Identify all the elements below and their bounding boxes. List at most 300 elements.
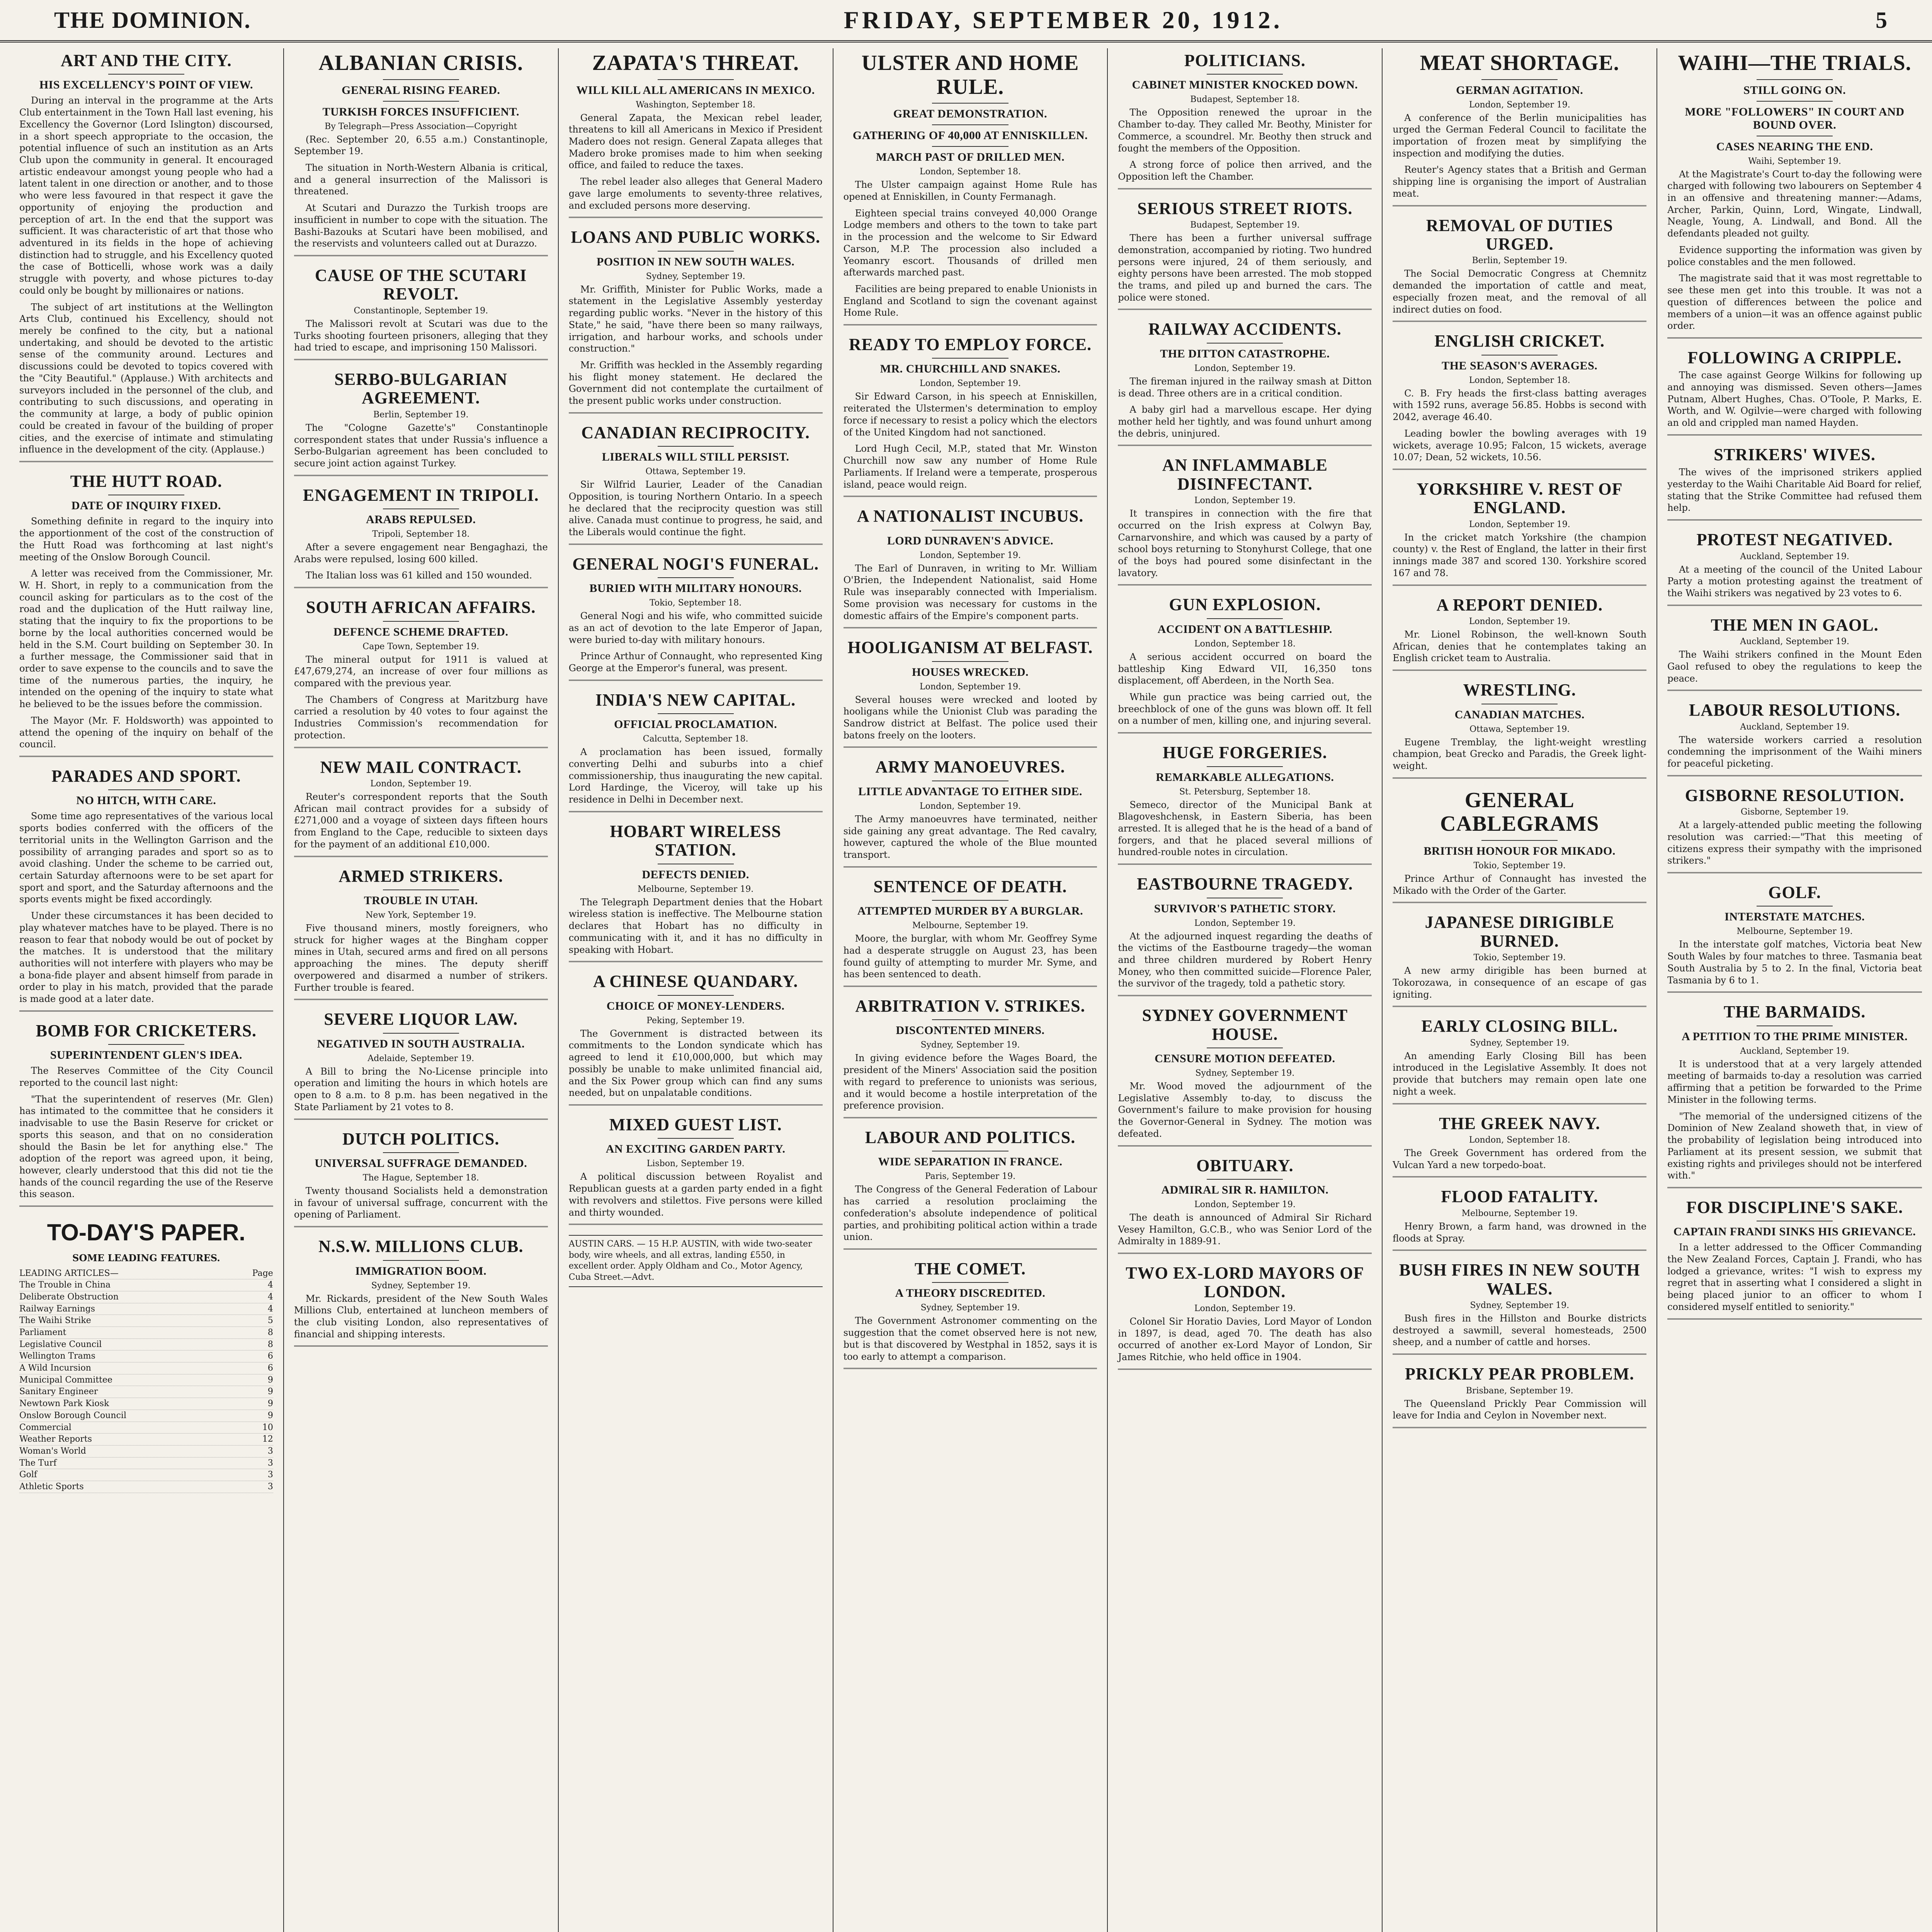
article-headline: SERIOUS STREET RIOTS. xyxy=(1137,199,1353,218)
advertisement: AUSTIN CARS. — 15 H.P. AUSTIN, with wide two-seater body, wire wheels, and all extras, landing £550, in excellent order. Apply Oldham and Co., Motor Agency, Cuba Street.—Advt. xyxy=(569,1235,823,1287)
article-paragraph: The Reserves Committee of the City Council reported to the council last night: xyxy=(19,1065,273,1088)
article-separator xyxy=(1667,872,1922,873)
index-row xyxy=(19,1446,273,1458)
index-row xyxy=(19,1458,273,1469)
article-separator xyxy=(294,1345,548,1347)
divider xyxy=(108,789,184,790)
article-subheadline: LORD DUNRAVEN'S ADVICE. xyxy=(887,534,1054,547)
article-dateline: Melbourne, September 19. xyxy=(1461,1208,1578,1218)
article-dateline: Auckland, September 19. xyxy=(1740,1046,1849,1056)
article-dateline: Melbourne, September 19. xyxy=(638,884,754,894)
article xyxy=(1393,596,1646,671)
index-item-page: 4 xyxy=(267,1280,273,1290)
article-dateline: Constantinople, September 19. xyxy=(354,306,488,316)
article-paragraph: The Government Astronomer commenting on the suggestion that the comet observed here is not new, but is that discovered by Westphal in 1852, says it is too early to attempt a comparison. xyxy=(843,1315,1097,1362)
masthead-date: FRIDAY, SEPTEMBER 20, 1912. xyxy=(844,6,1283,34)
article-dateline: London, September 19. xyxy=(1194,918,1296,928)
article xyxy=(569,51,823,218)
article-paragraph: The Chambers of Congress at Maritzburg have carried a resolution by 40 votes to four against the Industries Commission's recommendation for protection. xyxy=(294,694,548,741)
article-separator xyxy=(844,1248,1097,1250)
article-subheadline: HIS EXCELLENCY'S POINT OF VIEW. xyxy=(39,78,253,92)
article xyxy=(569,1116,823,1225)
article-paragraph: The Army manoeuvres have terminated, neither side gaining any great advantage. The Red cavalry, however, captured the whole of the Blue mounted transport. xyxy=(843,813,1097,861)
article-headline: ART AND THE CITY. xyxy=(61,51,232,70)
article-dateline: New York, September 19. xyxy=(366,910,476,920)
article-dateline: Sydney, September 19. xyxy=(1195,1068,1295,1078)
article-separator xyxy=(294,359,548,360)
article-separator xyxy=(844,324,1097,325)
article-separator xyxy=(844,1368,1097,1369)
article-subheadline: BURIED WITH MILITARY HONOURS. xyxy=(589,582,802,595)
article-headline: DUTCH POLITICS. xyxy=(342,1129,500,1148)
article-subheadline: GREAT DEMONSTRATION. xyxy=(893,107,1048,121)
article xyxy=(19,51,273,462)
article-separator xyxy=(1118,732,1372,733)
article-headline: A NATIONALIST INCUBUS. xyxy=(857,507,1084,526)
index-row xyxy=(19,1398,273,1410)
index-item-page: 9 xyxy=(267,1375,273,1385)
divider xyxy=(658,577,734,578)
divider xyxy=(932,146,1008,147)
article-paragraph: It transpires in connection with the fire that occurred on the Irish express at Colwyn Bay, Carnarvonshire, and which was caused by a party of school boys returning to Stonyhurst College, that one of the boys had poured some disinfectant in the lavatory. xyxy=(1118,508,1372,578)
article-paragraph: General Zapata, the Mexican rebel leader, threatens to kill all Americans in Mexico if President Madero does not resign. General Zapata alleges that Madero broke promises made to him when seeking office, and failed to reduce the taxes. xyxy=(568,112,823,171)
article-dateline: London, September 19. xyxy=(1194,496,1296,506)
article-subheadline: HOUSES WRECKED. xyxy=(912,665,1029,679)
article-paragraph: Sir Wilfrid Laurier, Leader of the Canadian Opposition, is touring Northern Ontario. In a speech he declared that the reciprocity question was still alive. Canada must continue to progress, he said, and the Liberals would continue the fight. xyxy=(568,479,823,538)
article xyxy=(569,972,823,1105)
index-row xyxy=(19,1410,273,1422)
article-separator xyxy=(294,1119,548,1120)
article-paragraph: The subject of art institutions at the Wellington Arts Club, continued his Excellency, should not merely be confined to the city, but a national undertaking, and should be devoted to the artistic sense of the community around. Lectures and discussions could be devoted to topics covered with the "City Beautiful." (Applause.) With architects and surveyors included in the personnel of the club, and contributing to such discussions, and operating in the community at large, a body of public opinion could be created in favour of the building of proper cities, and the exercise of intimate and stimulating influence in the development of the city. (Applause.) xyxy=(19,301,273,455)
article-subheadline: STILL GOING ON. xyxy=(1743,83,1846,97)
article-paragraph: The Telegraph Department denies that the Hobart wireless station is ineffective. The Melbourne station declares that Hobart has no difficulty in communicating with it, and it has no difficulty in speaking with Hobart. xyxy=(568,896,823,955)
article-separator xyxy=(569,811,823,812)
todays-paper-index xyxy=(19,1217,273,1493)
article-separator xyxy=(1393,469,1646,470)
article-separator xyxy=(844,627,1097,628)
article-paragraph: Under these circumstances it has been decided to play whatever matches have to be played. There is no reason to fear that nobody would be out of pocket by the matches. It is understood that the military authorities will not interfere with players who may be a bona-fide player and absent himself from parade in order to play in his match, provided that the parade is made good at a later date. xyxy=(19,910,273,1005)
article-headline: RAILWAY ACCIDENTS. xyxy=(1148,320,1342,339)
article-dateline: Tripoli, September 18. xyxy=(372,529,470,539)
index-item-page: 3 xyxy=(267,1470,273,1480)
article-dateline: Adelaide, September 19. xyxy=(367,1053,474,1063)
column-5 xyxy=(1108,48,1383,1932)
index-row xyxy=(19,1362,273,1374)
article xyxy=(1118,199,1372,310)
article-dateline: London, September 19. xyxy=(1469,519,1570,529)
article-headline: GOLF. xyxy=(1768,883,1821,902)
article-paragraph: Prince Arthur of Connaught, who represented King George at the Emperor's funeral, was present. xyxy=(568,651,823,674)
article xyxy=(844,1128,1097,1250)
index-row xyxy=(19,1434,273,1446)
index-row xyxy=(19,1350,273,1362)
article-dateline: Brisbane, September 19. xyxy=(1466,1386,1573,1396)
index-row xyxy=(19,1303,273,1315)
article-dateline: London, September 19. xyxy=(370,779,472,789)
article-headline: MEAT SHORTAGE. xyxy=(1420,51,1619,75)
index-row xyxy=(19,1291,273,1303)
index-row xyxy=(19,1315,273,1327)
article xyxy=(569,822,823,962)
divider xyxy=(383,101,459,102)
article xyxy=(294,758,548,857)
article-separator xyxy=(294,475,548,476)
article-paragraph: General Nogi and his wife, who committed suicide as an act of devotion to the late Emperor of Japan, were buried to-day with military honours. xyxy=(568,611,823,645)
article-headline: SERBO-BULGARIAN AGREEMENT. xyxy=(334,370,508,408)
article-headline: SOUTH AFRICAN AFFAIRS. xyxy=(306,598,536,617)
article xyxy=(294,598,548,748)
index-row xyxy=(19,1339,273,1351)
article-subheadline: UNIVERSAL SUFFRAGE DEMANDED. xyxy=(315,1156,527,1170)
article-dateline: Melbourne, September 19. xyxy=(912,921,1029,931)
index-header-label: LEADING ARTICLES— xyxy=(19,1268,119,1278)
article-paragraph: At the Magistrate's Court to-day the following were charged with following two labourers on September 4 in an offensive and threatening manner:—Adams, Archer, Parkin, Quinn, Lord, Wingate, Lindwall, Neagle, Young, A. Lindwall, and Bond. All the defendants pleaded not guilty. xyxy=(1667,168,1922,239)
divider xyxy=(383,1260,459,1261)
article-paragraph: Facilities are being prepared to enable Unionists in England and Scotland to sign the covenant against Home Rule. xyxy=(843,283,1097,318)
page-number: 5 xyxy=(1876,7,1887,33)
article-subheadline: GATHERING OF 40,000 AT ENNISKILLEN. xyxy=(852,129,1088,142)
article-dateline: By Telegraph—Press Association—Copyright xyxy=(325,121,517,131)
article-separator xyxy=(569,1104,823,1105)
article xyxy=(1667,1198,1922,1320)
index-row xyxy=(19,1374,273,1386)
article-dateline: Sydney, September 19. xyxy=(920,1303,1020,1313)
article-separator xyxy=(1393,1354,1646,1355)
article-paragraph: Some time ago representatives of the various local sports bodies conferred with the officers of the territorial units in the Wellington Garrison and the possibility of arranging parades and sport so as to avoid clashing. Under the scheme to be carried out, certain Saturday afternoons were to be set apart for sport and sport, and the Saturday afternoons and the sports events might be fixed accordingly. xyxy=(19,811,273,905)
article-dateline: Peking, September 19. xyxy=(646,1015,745,1026)
article-separator xyxy=(569,544,823,545)
article-headline: LABOUR RESOLUTIONS. xyxy=(1689,701,1901,720)
article xyxy=(844,1260,1097,1369)
article-subheadline: A PETITION TO THE PRIME MINISTER. xyxy=(1682,1030,1908,1043)
article-subheadline: NEGATIVED IN SOUTH AUSTRALIA. xyxy=(317,1037,525,1050)
article-paragraph: While gun practice was being carried out, the breechblock of one of the guns was blown off. It fell on a number of men, killing one, and injuring several. xyxy=(1118,692,1372,726)
divider xyxy=(932,1019,1008,1020)
divider xyxy=(383,621,459,622)
article-paragraph: The "Cologne Gazette's" Constantinople correspondent states that under Russia's influence a Serbo-Bulgarian agreement has been concluded to secure joint action against Turkey. xyxy=(294,422,548,469)
index-row xyxy=(19,1481,273,1493)
divider xyxy=(932,900,1008,901)
article-separator xyxy=(569,217,823,218)
article-paragraph: An amending Early Closing Bill has been introduced in the Legislative Assembly. It does not provide that butchers may remain open late one night a week. xyxy=(1393,1050,1647,1097)
article-paragraph: "The memorial of the undersigned citizens of the Dominion of New Zealand showeth that, in view of the probability of legislation being introduced into Parliament at its present session, we submit that existing rights and privileges should not be interfered with." xyxy=(1667,1111,1922,1181)
divider xyxy=(658,1138,734,1139)
article xyxy=(569,691,823,812)
article-paragraph: The Queensland Prickly Pear Commission will leave for India and Ceylon in November next. xyxy=(1393,1398,1647,1421)
article-dateline: London, September 18. xyxy=(919,167,1021,177)
index-item-name: Onslow Borough Council xyxy=(19,1410,126,1420)
article-separator xyxy=(844,496,1097,497)
article-separator xyxy=(1393,585,1646,586)
article-separator xyxy=(844,747,1097,748)
article-paragraph: At a largely-attended public meeting the following resolution was carried:—"That this meeting of citizens express their sympathy with the imprisoned strikers." xyxy=(1667,820,1922,866)
article-headline: HOOLIGANISM AT BELFAST. xyxy=(847,638,1093,657)
index-item-name: Railway Earnings xyxy=(19,1304,95,1314)
article-paragraph: The death is announced of Admiral Sir Richard Vesey Hamilton, G.C.B., who was Senior Lord of the Admiralty in 1889-91. xyxy=(1118,1212,1372,1247)
article-headline: NEW MAIL CONTRACT. xyxy=(320,757,522,777)
masthead xyxy=(0,0,1932,43)
article-paragraph: Reuter's correspondent reports that the South African mail contract provides for a subsidy of £271,000 and a voyage of sixteen days fifteen hours from England to the Cape, reducible to sixteen days for the payment of an additional £10,000. xyxy=(294,791,548,850)
article-headline: WAIHI—THE TRIALS. xyxy=(1678,51,1912,75)
article-headline: HOBART WIRELESS STATION. xyxy=(610,821,781,860)
article xyxy=(844,638,1097,748)
article-subheadline: CANADIAN MATCHES. xyxy=(1454,708,1585,721)
divider xyxy=(1207,766,1283,767)
article-paragraph: A conference of the Berlin municipalities has urged the German Federal Council to facilitate the importation of frozen meat by simplifying the inspection and modifying the duties. xyxy=(1393,112,1647,159)
article xyxy=(1118,875,1372,996)
article-paragraph: There has been a further universal suffrage demonstration, accompanied by rioting. Two hundred persons were injured, 24 of them seriously, and eighty persons have been arrested. The mob stopped the trams, and piled up and burned the cars. The police were stoned. xyxy=(1118,233,1372,303)
article-separator xyxy=(844,866,1097,867)
article-dateline: London, September 19. xyxy=(919,550,1021,560)
article-separator xyxy=(1118,864,1372,865)
article-paragraph: In giving evidence before the Wages Board, the president of the Miners' Association said the position with regard to preference to unionists was serious, and it would become a hostile interpretation of the preference provision. xyxy=(843,1053,1097,1111)
article-headline: THE GREEK NAVY. xyxy=(1439,1114,1600,1133)
divider xyxy=(1757,79,1833,80)
article-subheadline: NO HITCH, WITH CARE. xyxy=(76,794,216,807)
article xyxy=(1667,446,1922,520)
article-paragraph: At a meeting of the council of the United Labour Party a motion protesting against the treatment of the Waihi strikers was negatived by 23 votes to 6. xyxy=(1667,564,1922,599)
article-paragraph: A proclamation has been issued, formally converting Delhi and suburbs into a chief commissionership, thus inaugurating the new capital. Lord Hardinge, the Viceroy, will take up his residence in Delhi in December next. xyxy=(568,747,823,805)
article-dateline: London, September 19. xyxy=(1194,1199,1296,1209)
article-dateline: Sydney, September 19. xyxy=(1470,1301,1570,1310)
article-paragraph: Moore, the burglar, with whom Mr. Geoffrey Syme had a desperate struggle on August 23, has been found guilty of attempting to murder Mr. Syme, and has been sentenced to death. xyxy=(843,933,1097,980)
article-subheadline: CASES NEARING THE END. xyxy=(1716,140,1873,153)
article-paragraph: Lord Hugh Cecil, M.P., stated that Mr. Winston Churchill now saw any number of Home Rule Parliaments. If Ireland were a temperate, prosperous island, peace would reign. xyxy=(843,443,1097,490)
article-subheadline: TURKISH FORCES INSUFFICIENT. xyxy=(322,105,519,118)
divider xyxy=(383,1033,459,1034)
article xyxy=(294,1130,548,1228)
article-headline: CAUSE OF THE SCUTARI REVOLT. xyxy=(315,266,527,304)
article-dateline: Budapest, September 18. xyxy=(1190,95,1300,105)
article-headline: JAPANESE DIRIGIBLE BURNED. xyxy=(1425,913,1614,951)
index-item-name: Commercial xyxy=(19,1422,71,1432)
todays-paper-subtitle: SOME LEADING FEATURES. xyxy=(72,1252,220,1264)
article-subheadline: ADMIRAL SIR R. HAMILTON. xyxy=(1161,1183,1329,1196)
index-row xyxy=(19,1386,273,1398)
index-row xyxy=(19,1469,273,1481)
article-subheadline: GENERAL RISING FEARED. xyxy=(342,83,500,97)
article xyxy=(1393,51,1646,206)
article-subheadline: CHOICE OF MONEY-LENDERS. xyxy=(606,999,785,1012)
article-subheadline: CAPTAIN FRANDI SINKS HIS GRIEVANCE. xyxy=(1673,1225,1916,1238)
article-headline: HUGE FORGERIES. xyxy=(1162,743,1327,762)
article-paragraph: The Government is distracted between its commitments to the London syndicate which has agreed to lend it £10,000,000, but which may possibly be unable to make unlimited financial aid, and the Six Power group which can find any sums needed, but on unpalatable conditions. xyxy=(568,1028,823,1099)
article-subheadline: CABINET MINISTER KNOCKED DOWN. xyxy=(1132,78,1358,92)
article xyxy=(1393,480,1646,586)
article-paragraph: The Waihi strikers confined in the Mount Eden Gaol refused to obey the regulations to keep the peace. xyxy=(1667,649,1922,684)
article xyxy=(294,486,548,588)
article-dateline: Ottawa, September 19. xyxy=(1469,724,1570,734)
article-paragraph: A strong force of police then arrived, and the Opposition left the Chamber. xyxy=(1118,159,1372,182)
article-headline: TWO EX-LORD MAYORS OF LONDON. xyxy=(1126,1264,1364,1301)
article-paragraph: After a severe engagement near Bengaghazi, the Arabs were repulsed, losing 600 killed. xyxy=(294,542,548,565)
article-paragraph: A serious accident occurred on board the battleship King Edward VII, 16,350 tons displacement, off Aberdeen, in the North Sea. xyxy=(1118,651,1372,686)
article-headline: SENTENCE OF DEATH. xyxy=(873,877,1067,896)
divider xyxy=(658,713,734,714)
article xyxy=(1393,913,1646,1007)
article-subheadline: ARABS REPULSED. xyxy=(366,513,476,526)
index-item-page: 10 xyxy=(262,1422,273,1432)
index-item-name: A Wild Incursion xyxy=(19,1363,91,1373)
article-dateline: Sydney, September 19. xyxy=(920,1040,1020,1050)
article-paragraph: Mr. Griffith was heckled in the Assembly regarding his flight money statement. He declared the Government did not contemplate the curtailment of the present public works under construction. xyxy=(568,360,823,406)
article-paragraph: Semeco, director of the Municipal Bank at Blagoveshchensk, in Eastern Siberia, has been arrested. It is alleged that he is the head of a band of forgers, and that he placed several millions of hundred-rouble notes in circulation. xyxy=(1118,799,1372,858)
article xyxy=(1393,1261,1646,1355)
index-row xyxy=(19,1422,273,1434)
article-separator xyxy=(1393,1103,1646,1104)
article-paragraph: The Opposition renewed the uproar in the Chamber to-day. They called Mr. Beothy, Minister for Commerce, a scoundrel. Mr. Beothy then struck and fought the members of the Opposition. xyxy=(1118,107,1372,154)
column-6 xyxy=(1383,48,1657,1932)
article-dateline: Berlin, September 19. xyxy=(1472,256,1567,266)
article-subheadline: THE DITTON CATASTROPHE. xyxy=(1160,347,1330,360)
article xyxy=(1667,349,1922,435)
divider xyxy=(932,530,1008,531)
article-headline: ARMED STRIKERS. xyxy=(338,866,503,886)
divider xyxy=(932,358,1008,359)
article-paragraph: Mr. Wood moved the adjournment of the Legislative Assembly to-day, to discuss the Government's failure to make provision for housing the Governor-General in Sydney. The motion was defeated. xyxy=(1118,1080,1372,1139)
article-paragraph: Eighteen special trains conveyed 40,000 Orange Lodge members and others to the town to take part in the procession and the welcome to Sir Edward Carson, M.P. The procession also included a Yeomanry escort. Thousands of drilled men afterwards marched past. xyxy=(843,207,1097,278)
index-item-page: 4 xyxy=(267,1304,273,1314)
article-headline: GENERAL CABLEGRAMS xyxy=(1440,788,1599,836)
article xyxy=(844,507,1097,628)
index-row xyxy=(19,1279,273,1291)
article-separator xyxy=(1393,1176,1646,1177)
article-headline: ARBITRATION V. STRIKES. xyxy=(855,997,1085,1016)
article xyxy=(1118,51,1372,189)
article-paragraph: Several houses were wrecked and looted by hooligans while the Unionist Club was parading the Sandrow district at Belfast. The police used their batons freely on the looters. xyxy=(843,694,1097,741)
article-separator xyxy=(569,412,823,413)
article xyxy=(1393,216,1646,322)
article-headline: PRICKLY PEAR PROBLEM. xyxy=(1405,1364,1634,1384)
article-headline: GUN EXPLOSION. xyxy=(1169,595,1321,614)
article-separator xyxy=(569,1224,823,1225)
article-headline: GENERAL NOGI'S FUNERAL. xyxy=(572,554,819,573)
divider xyxy=(108,1044,184,1045)
article xyxy=(844,997,1097,1118)
index-item-name: The Waihi Strike xyxy=(19,1316,91,1326)
article xyxy=(844,878,1097,987)
divider xyxy=(932,1282,1008,1283)
article-paragraph: It is understood that at a very largely attended meeting of barmaids to-day a resolution was carried affirming that a petition be forwarded to the Prime Minister in the following terms. xyxy=(1667,1058,1922,1105)
index-item-name: Wellington Trams xyxy=(19,1351,95,1361)
article xyxy=(19,767,273,1012)
article-paragraph: The Greek Government has ordered from the Vulcan Yard a new torpedo-boat. xyxy=(1393,1147,1647,1170)
masthead-title: THE DOMINION. xyxy=(54,7,251,33)
article xyxy=(19,1022,273,1207)
article-headline: GISBORNE RESOLUTION. xyxy=(1685,786,1905,805)
column-3 xyxy=(559,48,833,1932)
article-dateline: Berlin, September 19. xyxy=(373,410,469,420)
index-item-name: Woman's World xyxy=(19,1446,86,1456)
article-headline: PARADES AND SPORT. xyxy=(51,767,241,786)
article-dateline: Auckland, September 19. xyxy=(1740,722,1849,732)
article-subheadline: LITTLE ADVANTAGE TO EITHER SIDE. xyxy=(858,785,1082,798)
article-paragraph: Evidence supporting the information was given by police constables and the men followed. xyxy=(1667,244,1922,267)
index-item-page: 5 xyxy=(267,1316,273,1326)
divider xyxy=(383,79,459,80)
index-item-page: 8 xyxy=(267,1328,273,1338)
article-separator xyxy=(1118,1253,1372,1254)
article-subheadline: CENSURE MOTION DEFEATED. xyxy=(1155,1052,1335,1065)
article xyxy=(294,867,548,1000)
article-paragraph: The mineral output for 1911 is valued at £47,679,274, an increase of over four millions as compared with the previous year. xyxy=(294,654,548,689)
index-item-name: Weather Reports xyxy=(19,1434,92,1444)
article-paragraph: Eugene Tremblay, the light-weight wrestling champion, beat Grecko and Paradis, the Greek light-weight. xyxy=(1393,736,1647,772)
article-headline: ALBANIAN CRISIS. xyxy=(318,51,523,75)
article-paragraph: A Bill to bring the No-License principle into operation and limiting the hours in which hotels are open to 8 a.m. to 8 p.m. has been negatived in the State Parliament by 21 votes to 8. xyxy=(294,1066,548,1112)
article-dateline: St. Petersburg, September 18. xyxy=(1179,787,1311,797)
article-headline: THE COMET. xyxy=(915,1259,1026,1278)
article-headline: N.S.W. MILLIONS CLUB. xyxy=(318,1237,524,1256)
article-paragraph: The Congress of the General Federation of Labour has carried a resolution proclaiming the confederation's absolute independence of political parties, and prohibiting political action within a trade union. xyxy=(843,1184,1097,1243)
article-paragraph: At Scutari and Durazzo the Turkish troops are insufficient in number to cope with the situation. The Bashi-Bazouks at Scutari have been mobilised, and the reservists and volunteers called out at Durazzo. xyxy=(294,202,548,249)
article-separator xyxy=(1118,995,1372,996)
index-item-page: 8 xyxy=(267,1339,273,1349)
article-headline: REMOVAL OF DUTIES URGED. xyxy=(1426,216,1613,254)
article-headline: MIXED GUEST LIST. xyxy=(609,1115,782,1134)
article-paragraph: A baby girl had a marvellous escape. Her dying mother held her tightly, and was found unhurt among the debris, uninjured. xyxy=(1118,404,1372,439)
article-paragraph: The Malissori revolt at Scutari was due to the Turks shooting fourteen prisoners, alleging that they had tried to escape, and imprisoning 150 Malissori. xyxy=(294,318,548,353)
article-paragraph: Something definite in regard to the inquiry into the apportionment of the cost of the construction of the Hutt Road was forthcoming at last night's meeting of the Onslow Borough Council. xyxy=(19,516,273,563)
article xyxy=(1667,883,1922,993)
index-item-page: 6 xyxy=(267,1351,273,1361)
article-paragraph: The Ulster campaign against Home Rule has opened at Enniskillen, in County Fermanagh. xyxy=(843,179,1097,202)
article-separator xyxy=(1118,584,1372,585)
article xyxy=(569,555,823,681)
article-paragraph: The Italian loss was 61 killed and 150 wounded. xyxy=(305,570,532,581)
article-headline: ENGAGEMENT IN TRIPOLI. xyxy=(303,485,539,505)
article-separator xyxy=(1667,337,1922,338)
article-separator xyxy=(844,1117,1097,1118)
article-dateline: London, September 18. xyxy=(1194,639,1296,649)
article-paragraph: Mr. Griffith, Minister for Public Works, made a statement in the Legislative Assembly yesterday regarding public works. "Never in the history of this State," he said, "have there been so many railways, irrigation, and harbour works, and schools under construction." xyxy=(568,284,823,354)
article-paragraph: The Earl of Dunraven, in writing to Mr. William O'Brien, the Independent Nationalist, said Home Rule was inseparably connected with Imperialism. Some provision was necessary for customs in the domestic affairs of the Empire's component parts. xyxy=(843,563,1097,621)
article-dateline: Lisbon, September 19. xyxy=(646,1159,745,1169)
article-separator xyxy=(294,856,548,857)
article xyxy=(1667,616,1922,691)
article xyxy=(294,266,548,360)
article-separator xyxy=(1118,445,1372,446)
article-separator xyxy=(569,680,823,681)
article-paragraph: A political discussion between Royalist and Republican guests at a garden party ended in a fight with revolvers and stilettos. Five persons were killed and thirty wounded. xyxy=(568,1171,823,1218)
article-separator xyxy=(1667,519,1922,520)
article-separator xyxy=(1393,1427,1646,1428)
article-paragraph: C. B. Fry heads the first-class batting averages with 1592 runs, average 56.85. Hobbs is second with 2042, average 46.40. xyxy=(1393,388,1647,423)
article xyxy=(1118,1156,1372,1254)
index-item-name: Legislative Council xyxy=(19,1339,102,1349)
article xyxy=(294,370,548,476)
article-paragraph: The Social Democratic Congress at Chemnitz demanded the importation of cattle and meat, especially frozen meat, and the removal of all indirect duties on food. xyxy=(1393,268,1647,315)
index-row xyxy=(19,1327,273,1339)
divider xyxy=(1757,101,1833,102)
article-dateline: The Hague, September 18. xyxy=(362,1173,479,1183)
article-dateline: London, September 19. xyxy=(919,682,1021,692)
article-separator xyxy=(1393,1250,1646,1251)
article xyxy=(294,51,548,256)
article-dateline: Auckland, September 19. xyxy=(1740,637,1849,647)
divider xyxy=(1207,343,1283,344)
article-headline: A CHINESE QUANDARY. xyxy=(593,972,798,991)
article-headline: FOR DISCIPLINE'S SAKE. xyxy=(1686,1197,1903,1217)
article-paragraph: Twenty thousand Socialists held a demonstration in favour of universal suffrage, concurrent with the opening of Parliament. xyxy=(294,1185,548,1220)
article-paragraph: The Mayor (Mr. F. Holdsworth) was appointed to attend the opening of the inquiry on behalf of the council. xyxy=(19,715,273,750)
article-paragraph: A letter was received from the Commissioner, Mr. W. H. Short, in reply to a communication from the council asking for particulars as to the cost of the road and the duplication of the Hutt railway line, stating that the inquiry to fix the proportions to be borne by the local authorities concerned would be held in the S.M. Court building on September 30. In a further message, the Commissioner said that in order to save expense to the councils and to save the time of the numerous parties, the inquiry, he intended on the opening of the inquiry to state what he believed to be the issues before the commission. xyxy=(19,568,273,710)
article-paragraph: The fireman injured in the railway smash at Ditton is dead. Three others are in a critical condition. xyxy=(1118,376,1372,399)
index-item-name: Athletic Sports xyxy=(19,1481,84,1492)
article-dateline: Sydney, September 19. xyxy=(646,271,745,281)
article-separator xyxy=(569,961,823,962)
article-separator xyxy=(19,756,273,757)
